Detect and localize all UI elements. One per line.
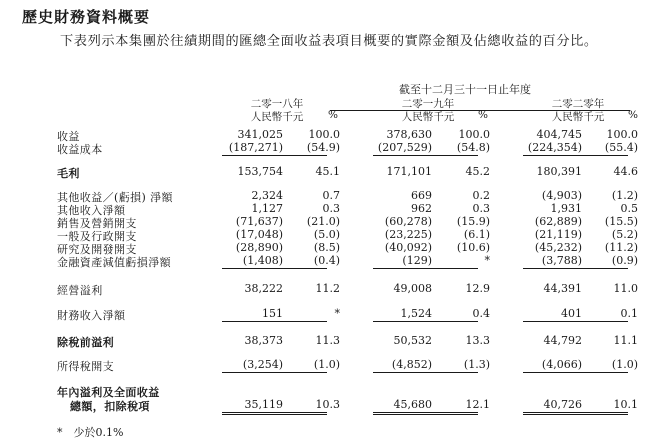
- table-row-revenue: [0, 128, 650, 142]
- cell: (3,788): [541, 254, 582, 267]
- table-row-profit-total-heading: [0, 384, 650, 398]
- cell: 1,524: [400, 307, 432, 320]
- subtotal-rule: [523, 268, 628, 269]
- table-row-rd-expenses: [0, 241, 650, 255]
- row-label: 除稅前溢利: [57, 336, 114, 349]
- unit-2019-header: 人民幣千元: [401, 111, 455, 123]
- cell: (187,271): [228, 141, 283, 154]
- cell: 38,373: [244, 334, 283, 347]
- table-row-other-gains: [0, 189, 650, 203]
- year-2020-header: 二零二零年: [551, 98, 605, 110]
- cell: (207,529): [377, 141, 432, 154]
- cell: (1.0): [313, 358, 340, 371]
- cell: (28,890): [235, 241, 283, 254]
- cell: 404,745: [536, 128, 582, 141]
- cell: 49,008: [393, 282, 432, 295]
- row-label: 毛利: [57, 167, 80, 180]
- row-label: 研究及開發開支: [57, 243, 137, 256]
- cell: 0.5: [620, 202, 638, 215]
- year-2018-header: 二零一八年: [250, 98, 304, 110]
- cell: 341,025: [237, 128, 283, 141]
- cell: 35,119: [244, 398, 283, 411]
- table-row-profit-total: [0, 398, 650, 412]
- pct-2020-header: %: [628, 109, 638, 121]
- table-row-profit-before-tax: [0, 334, 650, 348]
- cell: (8.5): [313, 241, 340, 254]
- cell: (5.0): [313, 228, 340, 241]
- cell: 38,222: [244, 282, 283, 295]
- pct-2019-header: %: [478, 109, 488, 121]
- cell: 45.2: [465, 165, 490, 178]
- table-row-impairment-losses: [0, 254, 650, 268]
- table-row-finance-income: [0, 307, 650, 321]
- table-row-admin-expenses: [0, 228, 650, 242]
- cell: (54.9): [306, 141, 340, 154]
- cell: (21,119): [534, 228, 582, 241]
- subtotal-rule: [373, 321, 478, 322]
- cell: (40,092): [384, 241, 432, 254]
- cell: (60,278): [384, 215, 432, 228]
- cell: 100.0: [308, 128, 340, 141]
- cell: *: [334, 307, 340, 320]
- cell: (6.1): [463, 228, 490, 241]
- table-row-other-income: [0, 202, 650, 216]
- row-label: 總額，扣除稅項: [70, 400, 150, 413]
- subtotal-rule: [373, 155, 478, 156]
- cell: (10.6): [456, 241, 490, 254]
- cell: (15.9): [456, 215, 490, 228]
- cell: (23,225): [384, 228, 432, 241]
- subtotal-rule: [222, 321, 327, 322]
- cell: (1.3): [463, 358, 490, 371]
- row-label: 收益: [57, 130, 80, 143]
- cell: 44,792: [543, 334, 582, 347]
- cell: 44,391: [543, 282, 582, 295]
- cell: 10.1: [613, 398, 638, 411]
- row-label: 其他收入淨額: [57, 204, 126, 217]
- cell: 100.0: [458, 128, 490, 141]
- cell: 378,630: [386, 128, 432, 141]
- section-title: 歷史財務資料概要: [22, 8, 151, 26]
- total-double-rule: [222, 412, 327, 413]
- total-double-rule: [222, 414, 327, 415]
- subtotal-rule: [523, 155, 628, 156]
- cell: 0.3: [322, 202, 340, 215]
- cell: (1.0): [611, 358, 638, 371]
- cell: (17,048): [235, 228, 283, 241]
- cell: 2,324: [251, 189, 283, 202]
- cell: 962: [411, 202, 432, 215]
- subtotal-rule: [373, 268, 478, 269]
- cell: (4,852): [391, 358, 432, 371]
- pct-2018-header: %: [328, 109, 338, 121]
- cell: *: [484, 254, 490, 267]
- unit-2018-header: 人民幣千元: [250, 111, 304, 123]
- row-label: 銷售及營銷開支: [57, 217, 137, 230]
- cell: (62,889): [534, 215, 582, 228]
- subtotal-rule: [222, 155, 327, 156]
- total-double-rule: [373, 414, 478, 415]
- cell: (21.0): [306, 215, 340, 228]
- cell: (1,408): [242, 254, 283, 267]
- row-label: 年內溢利及全面收益: [57, 386, 160, 399]
- cell: (3,254): [242, 358, 283, 371]
- cell: (5.2): [611, 228, 638, 241]
- total-double-rule: [373, 412, 478, 413]
- cell: (0.9): [611, 254, 638, 267]
- cell: 50,532: [393, 334, 432, 347]
- table-row-income-tax: [0, 358, 650, 372]
- intro-paragraph: 下表列示本集團於往績期間的匯總全面收益表項目概要的實際金額及佔總收益的百分比。: [60, 34, 598, 49]
- row-label: 其他收益／(虧損) 淨額: [57, 191, 173, 204]
- cell: 11.1: [613, 334, 638, 347]
- row-label: 收益成本: [57, 143, 103, 156]
- cell: 44.6: [613, 165, 638, 178]
- cell: (71,637): [235, 215, 283, 228]
- cell: (11.2): [604, 241, 638, 254]
- cell: 13.3: [465, 334, 490, 347]
- cell: (1.2): [611, 189, 638, 202]
- cell: 11.0: [613, 282, 638, 295]
- cell: 11.2: [315, 282, 340, 295]
- cell: 40,726: [543, 398, 582, 411]
- cell: 1,931: [550, 202, 582, 215]
- footnote: * 少於0.1%: [57, 426, 124, 439]
- cell: 11.3: [315, 334, 340, 347]
- cell: 0.7: [322, 189, 340, 202]
- row-label: 財務收入淨額: [57, 309, 126, 322]
- table-row-cost-of-revenue: [0, 141, 650, 155]
- subtotal-rule: [373, 372, 478, 373]
- total-double-rule: [523, 414, 628, 415]
- table-row-gross-profit: [0, 165, 650, 179]
- period-header: 截至十二月三十一日止年度: [399, 83, 531, 96]
- cell: 10.3: [315, 398, 340, 411]
- total-double-rule: [523, 412, 628, 413]
- cell: 0.2: [472, 189, 490, 202]
- table-row-operating-profit: [0, 282, 650, 296]
- cell: 151: [262, 307, 283, 320]
- cell: (0.4): [313, 254, 340, 267]
- unit-2020-header: 人民幣千元: [551, 111, 605, 123]
- subtotal-rule: [222, 372, 327, 373]
- cell: (55.4): [604, 141, 638, 154]
- cell: (54.8): [456, 141, 490, 154]
- row-label: 一般及行政開支: [57, 230, 137, 243]
- cell: (4,066): [541, 358, 582, 371]
- subtotal-rule: [523, 321, 628, 322]
- row-label: 所得稅開支: [57, 360, 114, 373]
- table-row-selling-expenses: [0, 215, 650, 229]
- cell: 669: [411, 189, 432, 202]
- cell: 45.1: [315, 165, 340, 178]
- cell: 401: [561, 307, 582, 320]
- cell: (15.5): [604, 215, 638, 228]
- cell: 45,680: [393, 398, 432, 411]
- cell: 180,391: [536, 165, 582, 178]
- cell: 12.1: [465, 398, 490, 411]
- subtotal-rule: [222, 268, 327, 269]
- cell: 0.1: [620, 307, 638, 320]
- row-label: 金融資產減值虧損淨額: [57, 256, 171, 269]
- cell: 0.3: [472, 202, 490, 215]
- cell: 12.9: [465, 282, 490, 295]
- cell: (45,232): [534, 241, 582, 254]
- cell: (4,903): [541, 189, 582, 202]
- cell: 0.4: [472, 307, 490, 320]
- cell: 1,127: [251, 202, 283, 215]
- cell: (224,354): [527, 141, 582, 154]
- year-2019-header: 二零一九年: [401, 98, 455, 110]
- cell: 171,101: [386, 165, 432, 178]
- subtotal-rule: [523, 372, 628, 373]
- cell: 153,754: [237, 165, 283, 178]
- row-label: 經營溢利: [57, 284, 103, 297]
- cell: 100.0: [606, 128, 638, 141]
- cell: (129): [402, 254, 432, 267]
